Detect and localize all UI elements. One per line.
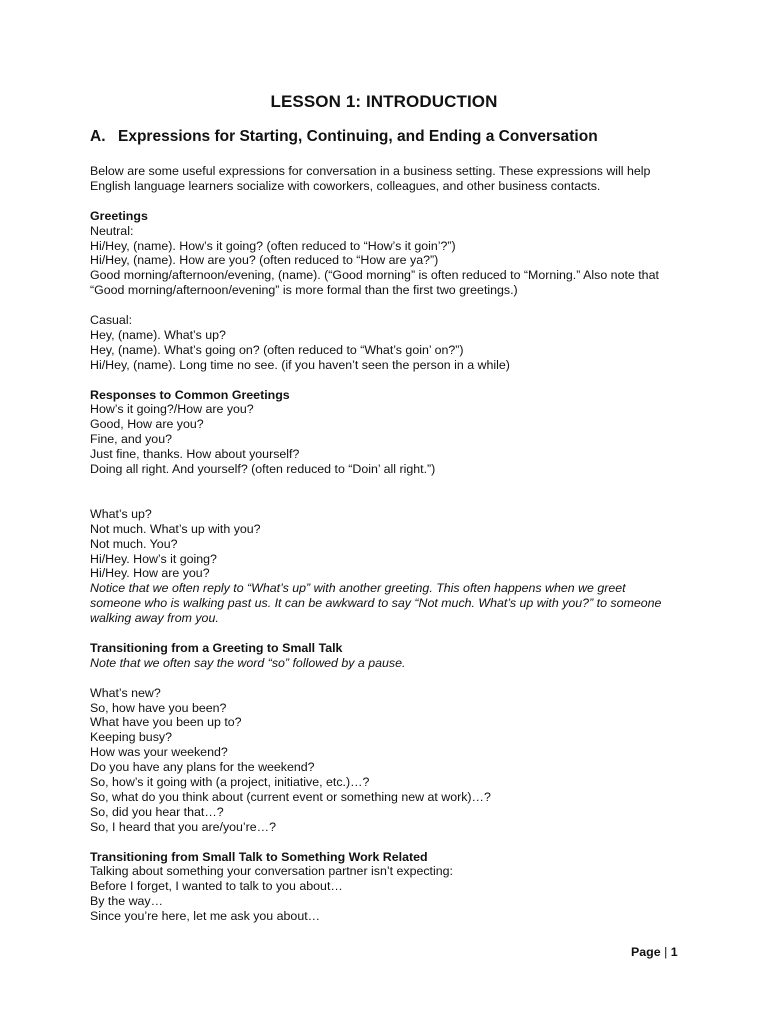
- response-expression: Not much. What’s up with you?: [90, 521, 261, 536]
- work-transition-expression: By the way…: [90, 894, 163, 909]
- casual-expression: Hey, (name). What’s up?: [90, 327, 226, 342]
- small-talk-expression: So, how have you been?: [90, 700, 227, 715]
- responses-heading: Responses to Common Greetings: [90, 387, 290, 402]
- small-talk-expression: So, how’s it going with (a project, initiative, etc.)…?: [90, 775, 370, 790]
- small-talk-expression: So, did you hear that…?: [90, 804, 224, 819]
- intro-paragraph: [90, 164, 690, 194]
- small-talk-note: Note that we often say the word “so” followed by a pause.: [90, 655, 406, 670]
- neutral-expression: Hi/Hey, (name). How are you? (often reduced to “How are ya?”): [90, 253, 439, 268]
- small-talk-expression: Keeping busy?: [90, 730, 172, 745]
- small-talk-expression: What’s new?: [90, 685, 161, 700]
- greetings-heading: Greetings: [90, 208, 148, 223]
- section-letter: A.: [90, 128, 106, 145]
- page-number: 1: [670, 945, 678, 959]
- responses-note: someone who is walking past us. It can be awkward to say “Not much. What’s up with you?” to someone: [90, 596, 662, 611]
- response-expression: How’s it going?/How are you?: [90, 402, 254, 417]
- greetings-section: [90, 209, 690, 373]
- responses-note: walking away from you.: [90, 611, 219, 626]
- small-talk-expression: What have you been up to?: [90, 715, 242, 730]
- neutral-expression: Good morning/afternoon/evening, (name). (“Good morning” is often reduced to “Morning.” Also note that: [90, 268, 659, 283]
- document-body: [90, 164, 690, 924]
- neutral-expression: “Good morning/afternoon/evening” is more formal than the first two greetings.): [90, 283, 518, 298]
- work-transition-expression: Since you’re here, let me ask you about…: [90, 909, 321, 924]
- response-expression: Fine, and you?: [90, 432, 172, 447]
- response-expression: Hi/Hey. How are you?: [90, 566, 210, 581]
- small-talk-expression: So, what do you think about (current event or something new at work)…?: [90, 789, 491, 804]
- neutral-expression: Hi/Hey, (name). How’s it going? (often reduced to “How’s it goin’?”): [90, 238, 456, 253]
- work-transition-expression: Before I forget, I wanted to talk to you about…: [90, 879, 343, 894]
- work-transition-heading: Transitioning from Small Talk to Something Work Related: [90, 849, 428, 864]
- response-expression: Good, How are you?: [90, 417, 204, 432]
- intro-line: English language learners socialize with coworkers, colleagues, and other business contacts.: [90, 178, 601, 193]
- neutral-label: Neutral:: [90, 223, 134, 238]
- section-heading-text: Expressions for Starting, Continuing, and Ending a Conversation: [118, 128, 598, 145]
- response-expression: Just fine, thanks. How about yourself?: [90, 447, 300, 462]
- response-expression: Not much. You?: [90, 536, 178, 551]
- casual-expression: Hi/Hey, (name). Long time no see. (if you haven’t seen the person in a while): [90, 357, 510, 372]
- small-talk-heading: Transitioning from a Greeting to Small Talk: [90, 640, 343, 655]
- work-transition-section: [90, 850, 690, 925]
- lesson-title: LESSON 1: INTRODUCTION: [270, 92, 498, 111]
- small-talk-expression: Do you have any plans for the weekend?: [90, 760, 315, 775]
- casual-label: Casual:: [90, 313, 133, 328]
- page-footer: [631, 945, 678, 959]
- small-talk-expression: So, I heard that you are/you’re…?: [90, 819, 276, 834]
- small-talk-section: [90, 641, 690, 835]
- page-label: Page: [631, 945, 661, 959]
- response-expression: What’s up?: [90, 506, 152, 521]
- work-transition-expression: Talking about something your conversation partner isn’t expecting:: [90, 864, 453, 879]
- page-separator: |: [664, 945, 668, 959]
- response-expression: Doing all right. And yourself? (often reduced to “Doin’ all right.”): [90, 462, 436, 477]
- casual-expression: Hey, (name). What’s going on? (often reduced to “What’s goin’ on?”): [90, 342, 464, 357]
- responses-note: Notice that we often reply to “What’s up” with another greeting. This often happens when we greet: [90, 581, 626, 596]
- intro-line: Below are some useful expressions for conversation in a business setting. These expressions will help: [90, 164, 651, 178]
- section-heading: [90, 128, 598, 146]
- responses-section: [90, 388, 690, 626]
- response-expression: Hi/Hey. How’s it going?: [90, 551, 217, 566]
- small-talk-expression: How was your weekend?: [90, 745, 228, 760]
